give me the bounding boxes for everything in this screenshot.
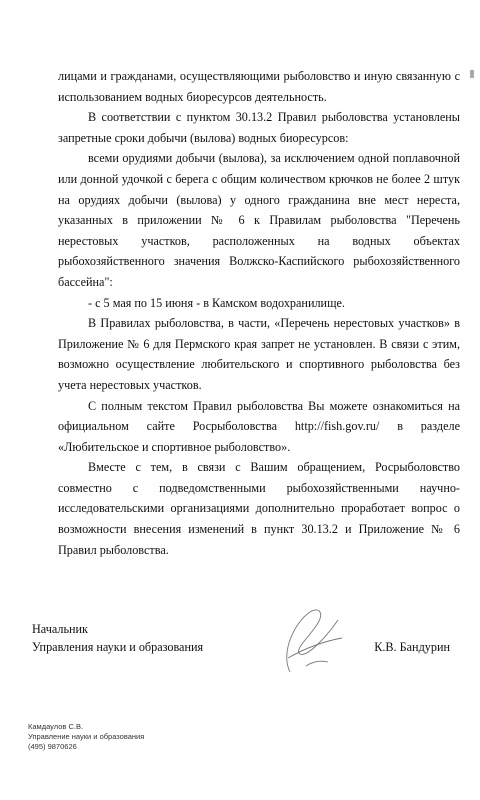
paragraph-2: В соответствии с пунктом 30.13.2 Правил рыболовства установлены запретные сроки добычи (вылова) водных биоресурсов:	[58, 110, 460, 145]
executor-department: Управление науки и образования	[28, 732, 145, 741]
paragraph-1: лицами и гражданами, осуществляющими рыболовство и иную связанную с использованием водных биоресурсов деятельность.	[58, 69, 460, 104]
executor-name: Камдаулов С.В.	[28, 722, 84, 731]
paragraph-7: Вместе с тем, в связи с Вашим обращением, Росрыболовство совместно с подведомственными рыбохозяйственными научно-исследовательскими организациями дополнительно проработает вопрос о возможности внесения изменений в пункт 30.13.2 и Приложение № 6 Правил рыболовства.	[58, 460, 460, 557]
signer-title: Начальник	[32, 622, 88, 636]
signature-block	[32, 620, 460, 656]
paragraph-3: всеми орудиями добычи (вылова), за исключением одной поплавочной или донной удочкой с берега с общим количеством крючков не более 2 штук на орудиях добычи (вылова) у одного гражданина вне мест нереста, указанных в приложении № 6 к Правилам рыболовства "Перечень нерестовых участков, расположенных на водных объектах рыбохозяйственного значения Волжско-Каспийского рыбохозяйственного бассейна":	[58, 151, 460, 289]
paragraph-6: С полным текстом Правил рыболовства Вы можете ознакомиться на официальном сайте Росрыболовства http://fish.gov.ru/ в разделе «Любительское и спортивное рыболовство».	[58, 398, 460, 454]
paragraph-4: - с 5 мая по 15 июня - в Камском водохранилище.	[88, 295, 345, 310]
executor-phone: (495) 9870626	[28, 742, 77, 751]
executor-footer	[28, 722, 144, 752]
paragraph-5: В Правилах рыболовства, в части, «Перечень нерестовых участков» в Приложение № 6 для Пермского края запрет не установлен. В связи с этим, возможно осуществление любительского и спортивного рыболовства без учета нерестовых участков.	[58, 316, 460, 392]
signer-name: К.В. Бандурин	[374, 640, 450, 654]
letter-body	[58, 66, 460, 560]
scan-mark	[470, 70, 474, 78]
signer-department: Управления науки и образования	[32, 640, 204, 654]
